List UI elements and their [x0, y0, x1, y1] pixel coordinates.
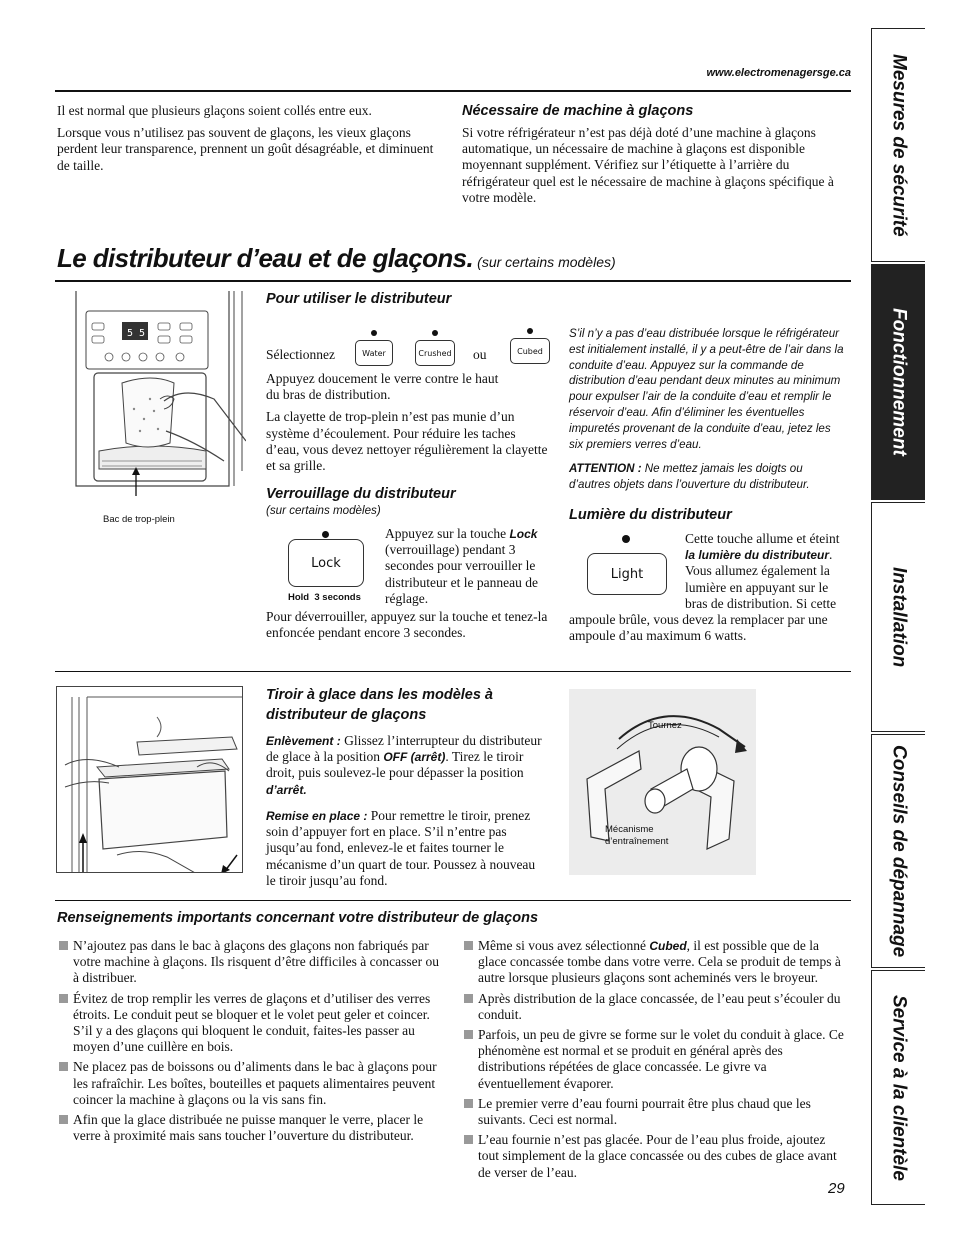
- light-button[interactable]: Light: [587, 553, 667, 595]
- list-item: Le premier verre d’eau fourni pourrait être plus chaud que les suivants. Ceci est normal.: [462, 1096, 844, 1128]
- stop-position: d’arrêt.: [266, 782, 307, 797]
- use-paragraph: La clayette de trop-plein n’est pas munie d’un système d’écoulement. Pour réduire les taches d’eau, vous devez nettoyer régulièrement la clayette et sa grille.: [266, 409, 548, 474]
- light-bold-text: la lumière du distributeur: [685, 548, 830, 563]
- header-url: www.electromenagersge.ca: [706, 67, 851, 79]
- list-item: Ne placez pas de boissons ou d’aliments dans le bac à glaçons pour les rafraîchir. Les boîtes, bouteilles et paquets alimentaires peuvent coincer la machine à glaçons ou la vis sans fin.: [57, 1059, 445, 1108]
- unlock-text: Pour déverrouiller, appuyez sur la touche et tenez-la enfoncée pendant encore 3 secondes.: [266, 609, 548, 641]
- tab-conseils-depannage[interactable]: Conseils de dépannage: [871, 734, 925, 968]
- removal-label: Enlèvement :: [266, 734, 341, 748]
- use-text: [266, 371, 550, 480]
- replace-label: Remise en place :: [266, 809, 368, 823]
- light-text: Cette touche allume et éteint la lumière du distributeur. Vous allumez également la lumière en appuyant sur le bras de distribution. Si cette ampoule brûle, vous devez la remplacer par une ampoule d’au maximum 6 watts.: [569, 531, 840, 644]
- lock-button[interactable]: Lock: [288, 539, 364, 587]
- lock-subheading: (sur certains modèles): [266, 504, 381, 517]
- page-number: 29: [828, 1180, 845, 1197]
- list-item: Parfois, un peu de givre se forme sur le volet du conduit à glace. Ce phénomène est normal et se produit en général après des distributions répétées de glace concassée. Le givre va éventuellement évaporer.: [462, 1027, 844, 1092]
- ice-kit-heading: Nécessaire de machine à glaçons: [462, 103, 694, 119]
- important-list-left: [57, 938, 445, 1148]
- svg-text:5 5: 5 5: [127, 328, 146, 339]
- lock-indicator-dot: [322, 531, 329, 538]
- drawer-replace-text: Remise en place : Pour remettre le tiroir, prenez soin d’appuyer fort en place. S’il n’entre pas jusqu’au fond, enlevez-le et faites tourner le mécanisme d’un quart de tour. Poussez à nouveau le tiroir jusqu’au fond.: [266, 808, 536, 888]
- water-indicator-dot: [371, 330, 377, 336]
- tab-mesures-securite[interactable]: Mesures de sécurité: [871, 28, 925, 262]
- tab-installation[interactable]: Installation: [871, 502, 925, 732]
- attention-label: ATTENTION :: [569, 462, 642, 475]
- tab-service-clientele[interactable]: Service à la clientèle: [871, 970, 925, 1205]
- attention-note: [569, 461, 847, 493]
- attention-text: Ne mettez jamais les doigts ou d’autres objets dans l’ouverture du distributeur.: [569, 462, 810, 491]
- ice-drawer-illustration: [56, 686, 243, 873]
- ice-kit-text: Si votre réfrigérateur n’est pas déjà doté d’une machine à glaçons automatique, un nécessaire de machine à glaçons est disponible moyennant supplément. Vérifiez sur l’étiquette à l’arrière du réfrigérateur quel est le nécessaire de machine à glaçons spécifique à votre modèle.: [462, 125, 834, 205]
- section-title-sub: (sur certains modèles): [477, 254, 616, 270]
- off-position: OFF (arrêt): [383, 750, 446, 765]
- water-button[interactable]: Water: [355, 340, 393, 366]
- light-heading: Lumière du distributeur: [569, 507, 732, 523]
- cubed-indicator-dot: [527, 328, 533, 334]
- use-heading: Pour utiliser le distributeur: [266, 291, 452, 307]
- header-rule: [55, 90, 851, 92]
- ice-kit-block: [462, 103, 847, 206]
- intro-paragraph: Il est normal que plusieurs glaçons soient collés entre eux.: [57, 103, 372, 118]
- lock-text: Appuyez sur la touche Lock (verrouillage) pendant 3 secondes pour verrouiller le distributeur et le panneau de réglage.: [385, 526, 538, 606]
- tab-fonctionnement[interactable]: Fonctionnement: [871, 264, 925, 500]
- lock-key-name: Lock: [509, 527, 538, 541]
- drawer-heading: Tiroir à glace dans les modèles à distributeur de glaçons: [266, 687, 494, 723]
- cubed-button[interactable]: Cubed: [510, 338, 550, 364]
- intro-paragraph: Lorsque vous n’utilisez pas souvent de glaçons, les vieux glaçons perdent leur transparence, prennent un goût désagréable, et diminuent de taille.: [57, 125, 434, 173]
- lock-hold-label: Hold 3 seconds: [288, 592, 361, 603]
- air-note: S’il n’y a pas d’eau distribuée lorsque le réfrigérateur est initialement installé, il y a peut-être de l’air dans la conduite d’eau. Appuyez sur la commande de distribution d’eau pendant deux minutes au minimum pour expulser l’air de la conduite d’eau et remplir le réservoir d’eau. Afin d’éliminer les éventuelles impuretés provenant de la conduite d’eau, jetez les six premiers verres d’eau.: [569, 327, 844, 451]
- drawer-removal-text: Enlèvement : Glissez l’interrupteur du distributeur de glace à la position OFF (arrêt). Tirez le tiroir droit, puis soulevez-le pour dépasser la position d’arrêt.: [266, 733, 542, 797]
- list-item: N’ajoutez pas dans le bac à glaçons des glaçons non fabriqués par votre machine à glaçons. Ils risquent d’être difficiles à concasser ou à distribuer.: [57, 938, 445, 987]
- section-title: [57, 243, 847, 274]
- section-title-main: Le distributeur d’eau et de glaçons.: [57, 243, 474, 273]
- figure-caption-overflow-tray: Bac de trop-plein: [103, 514, 175, 525]
- dispenser-illustration: [74, 291, 246, 501]
- use-paragraph: Appuyez doucement le verre contre le haut du bras de distribution.: [266, 371, 499, 403]
- list-item: Afin que la glace distribuée ne puisse manquer le verre, placer le verre à proximité mais sans toucher l’ouverture du distributeur.: [57, 1112, 445, 1144]
- section-rule: [55, 280, 851, 282]
- list-item: Même si vous avez sélectionné Cubed, il est possible que de la glace concassée tombe dans votre verre. Cela se produit de temps à autre lorsque plusieurs glaçons sont acheminés vers le broyeur.: [462, 938, 844, 987]
- crushed-indicator-dot: [432, 330, 438, 336]
- intro-text: [57, 103, 447, 180]
- important-heading: Renseignements importants concernant votre distributeur de glaçons: [57, 910, 539, 926]
- turn-label: Tournez: [648, 720, 682, 731]
- list-item: L’eau fournie n’est pas glacée. Pour de l’eau plus froide, ajoutez tout simplement de la glace concassée ou des cubes de glace avant de verser de l’eau.: [462, 1132, 844, 1181]
- or-label: ou: [473, 347, 487, 362]
- important-list-right: [462, 938, 844, 1185]
- mechanism-label: Mécanisme d’entraînement: [605, 824, 669, 847]
- crushed-button[interactable]: Crushed: [415, 340, 455, 366]
- list-item: Évitez de trop remplir les verres de glaçons et d’utiliser des verres étroits. Le conduit peut se bloquer et le volet peut geler et coincer. S’il y a des glaçons qui bloquent le conduit, faites-les passer au moyen d’une cuillère en bois.: [57, 991, 445, 1056]
- important-rule: [55, 900, 851, 901]
- list-item: Après distribution de la glace concassée, de l’eau peut s’écouler du conduit.: [462, 991, 844, 1023]
- cubed-name: Cubed: [649, 939, 687, 953]
- select-label: Sélectionnez: [266, 347, 335, 362]
- lock-heading: Verrouillage du distributeur: [266, 486, 456, 502]
- drawer-rule: [55, 671, 851, 672]
